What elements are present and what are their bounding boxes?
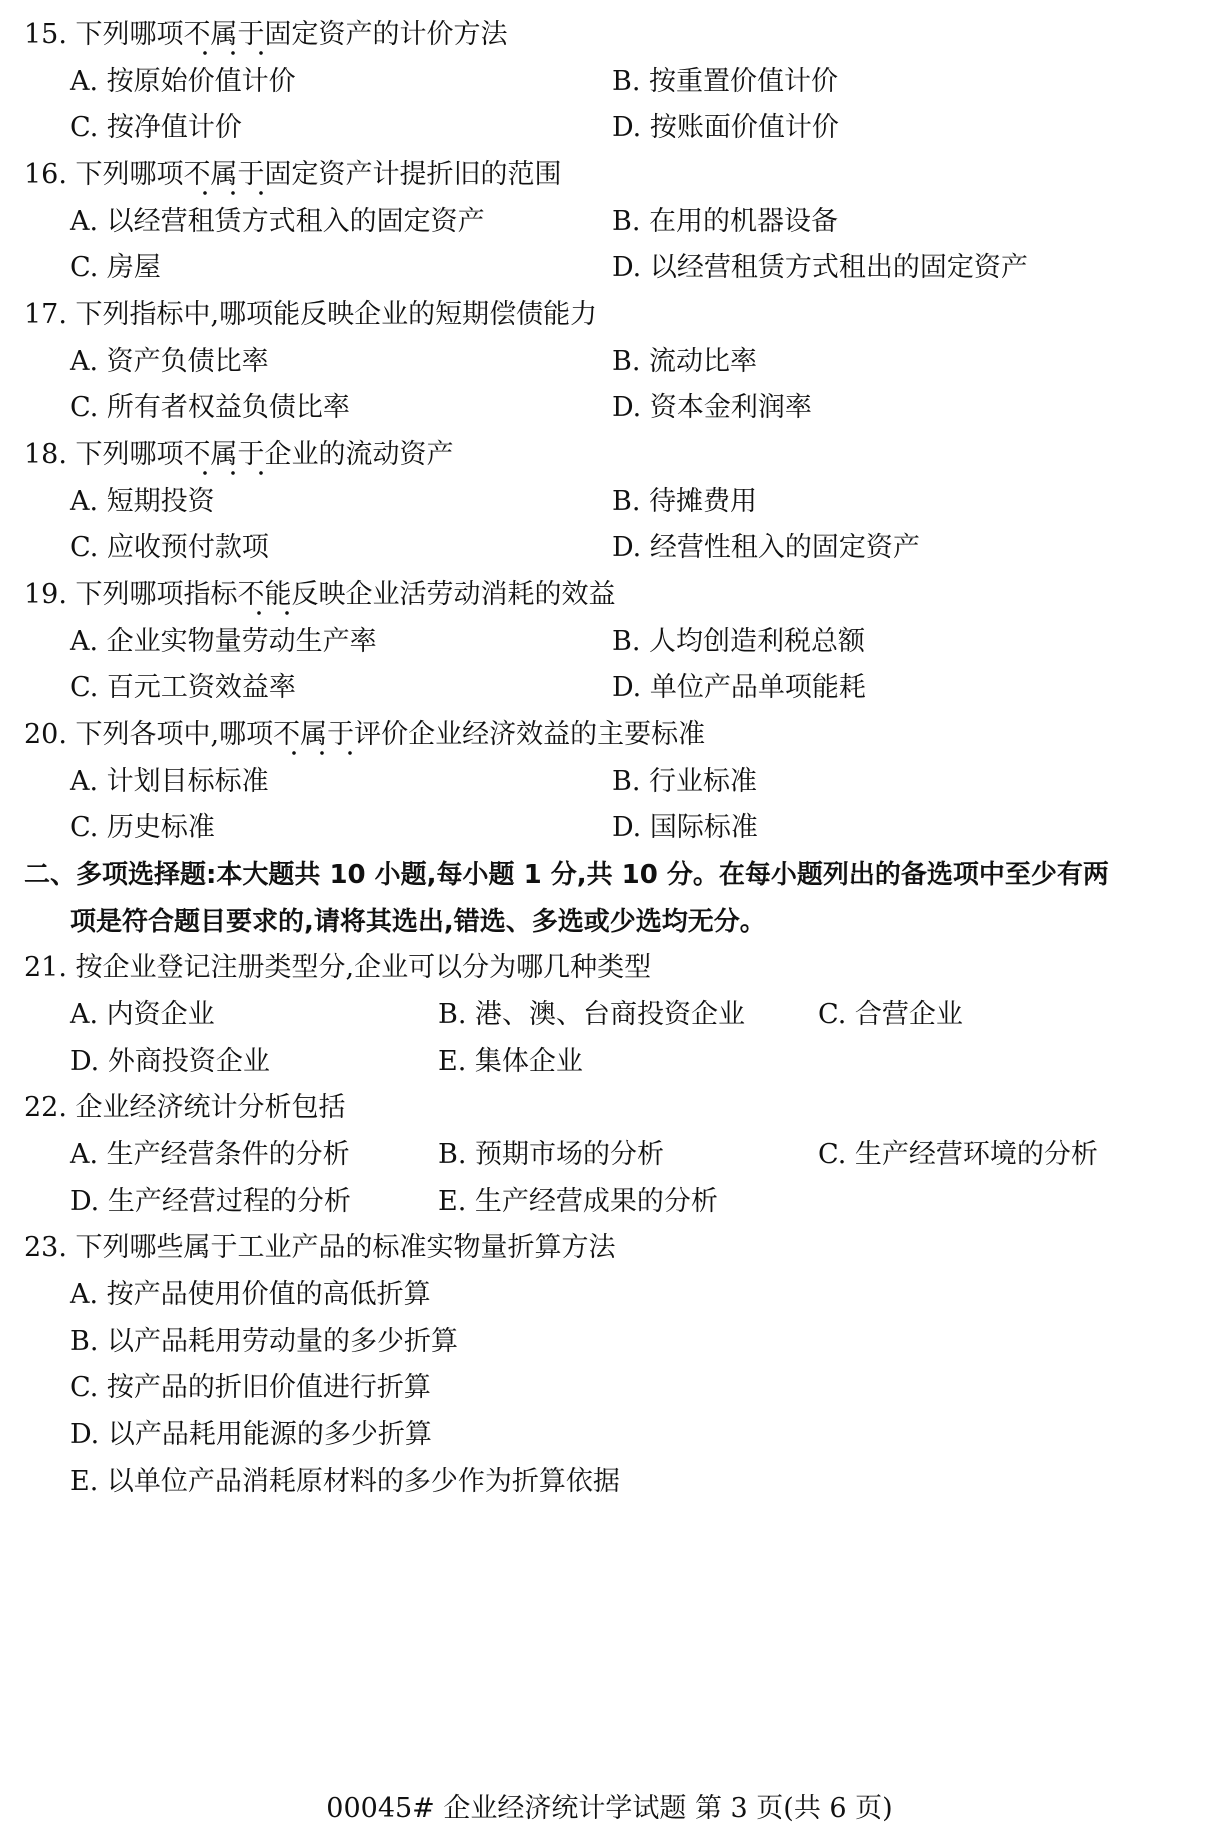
option-a: A. 资产负债比率 — [70, 346, 269, 377]
option-c: C. 房屋 — [70, 252, 161, 283]
question-text: 评价企业经济效益的主要标准 — [354, 719, 706, 750]
option-b: B. 流动比率 — [612, 346, 758, 377]
question-text: 15. 下列哪项 — [24, 19, 184, 50]
emphasis-dots — [184, 50, 265, 56]
question-18 — [24, 437, 454, 473]
section-heading-continued: 项是符合题目要求的,请将其选出,错选、多选或少选均无分。 — [70, 907, 766, 937]
option-b: B. 按重置价值计价 — [612, 66, 839, 97]
option-c: C. 所有者权益负债比率 — [70, 392, 350, 423]
option-a: A. 短期投资 — [70, 486, 215, 517]
option-c: C. 历史标准 — [70, 812, 215, 843]
emphasis-text — [184, 159, 265, 190]
emphasis-dots — [184, 470, 265, 476]
question-text: 固定资产计提折旧的范围 — [264, 159, 562, 190]
emphasis-dots — [273, 750, 354, 756]
page-footer: 00045# 企业经济统计学试题 第 3 页(共 6 页) — [326, 1793, 893, 1824]
emphasis-text — [238, 579, 292, 610]
section-heading: 二、多项选择题:本大题共 10 小题,每小题 1 分,共 10 分。在每小题列出的备选项中至少有两 — [24, 860, 1109, 890]
option-b: B. 预期市场的分析 — [438, 1139, 665, 1170]
option-d: D. 单位产品单项能耗 — [612, 672, 866, 703]
question-17: 17. 下列指标中,哪项能反映企业的短期偿债能力 — [24, 299, 598, 330]
option-d: D. 国际标准 — [612, 812, 758, 843]
emphasis-dots — [238, 610, 292, 616]
option-e: E. 以单位产品消耗原材料的多少作为折算依据 — [70, 1466, 620, 1497]
option-c: C. 生产经营环境的分析 — [818, 1139, 1098, 1170]
emphasis-word: 不属于 — [183, 159, 265, 190]
option-d: D. 按账面价值计价 — [612, 112, 839, 143]
emphasis-word: 不属于 — [183, 439, 265, 470]
option-b: B. 人均创造利税总额 — [612, 626, 866, 657]
option-a: A. 生产经营条件的分析 — [70, 1139, 350, 1170]
question-23: 23. 下列哪些属于工业产品的标准实物量折算方法 — [24, 1232, 616, 1263]
question-text: 企业的流动资产 — [264, 439, 454, 470]
option-a: A. 以经营租赁方式租入的固定资产 — [70, 206, 485, 237]
question-text: 18. 下列哪项 — [24, 439, 184, 470]
option-a: A. 企业实物量劳动生产率 — [70, 626, 377, 657]
emphasis-text — [184, 439, 265, 470]
option-d: D. 外商投资企业 — [70, 1046, 270, 1077]
question-text: 19. 下列哪项指标 — [24, 579, 238, 610]
option-c: C. 按产品的折旧价值进行折算 — [70, 1372, 431, 1403]
option-c: C. 百元工资效益率 — [70, 672, 296, 703]
question-15 — [24, 17, 508, 53]
question-22: 22. 企业经济统计分析包括 — [24, 1092, 346, 1123]
option-b: B. 在用的机器设备 — [612, 206, 839, 237]
option-a: A. 内资企业 — [70, 999, 215, 1030]
emphasis-dots — [184, 190, 265, 196]
question-text: 16. 下列哪项 — [24, 159, 184, 190]
emphasis-text — [184, 19, 265, 50]
question-19 — [24, 577, 616, 613]
question-16 — [24, 157, 562, 193]
question-20 — [24, 717, 705, 753]
question-text: 固定资产的计价方法 — [264, 19, 508, 50]
emphasis-word: 不能 — [237, 579, 292, 610]
option-b: B. 待摊费用 — [612, 486, 758, 517]
option-c: C. 合营企业 — [818, 999, 963, 1030]
option-d: D. 以产品耗用能源的多少折算 — [70, 1419, 432, 1450]
option-b: B. 以产品耗用劳动量的多少折算 — [70, 1326, 459, 1357]
option-d: D. 以经营租赁方式租出的固定资产 — [612, 252, 1028, 283]
option-b: B. 行业标准 — [612, 766, 758, 797]
emphasis-text — [273, 719, 354, 750]
emphasis-word: 不属于 — [273, 719, 355, 750]
option-a: A. 计划目标标准 — [70, 766, 269, 797]
question-text: 20. 下列各项中,哪项 — [24, 719, 274, 750]
option-c: C. 应收预付款项 — [70, 532, 269, 563]
option-e: E. 集体企业 — [438, 1046, 583, 1077]
option-d: D. 资本金利润率 — [612, 392, 812, 423]
question-21: 21. 按企业登记注册类型分,企业可以分为哪几种类型 — [24, 952, 652, 983]
option-a: A. 按产品使用价值的高低折算 — [70, 1279, 431, 1310]
option-b: B. 港、澳、台商投资企业 — [438, 999, 746, 1030]
option-e: E. 生产经营成果的分析 — [438, 1186, 718, 1217]
option-d: D. 生产经营过程的分析 — [70, 1186, 351, 1217]
emphasis-word: 不属于 — [183, 19, 265, 50]
option-d: D. 经营性租入的固定资产 — [612, 532, 920, 563]
option-a: A. 按原始价值计价 — [70, 66, 296, 97]
option-c: C. 按净值计价 — [70, 112, 242, 143]
question-text: 反映企业活劳动消耗的效益 — [291, 579, 616, 610]
